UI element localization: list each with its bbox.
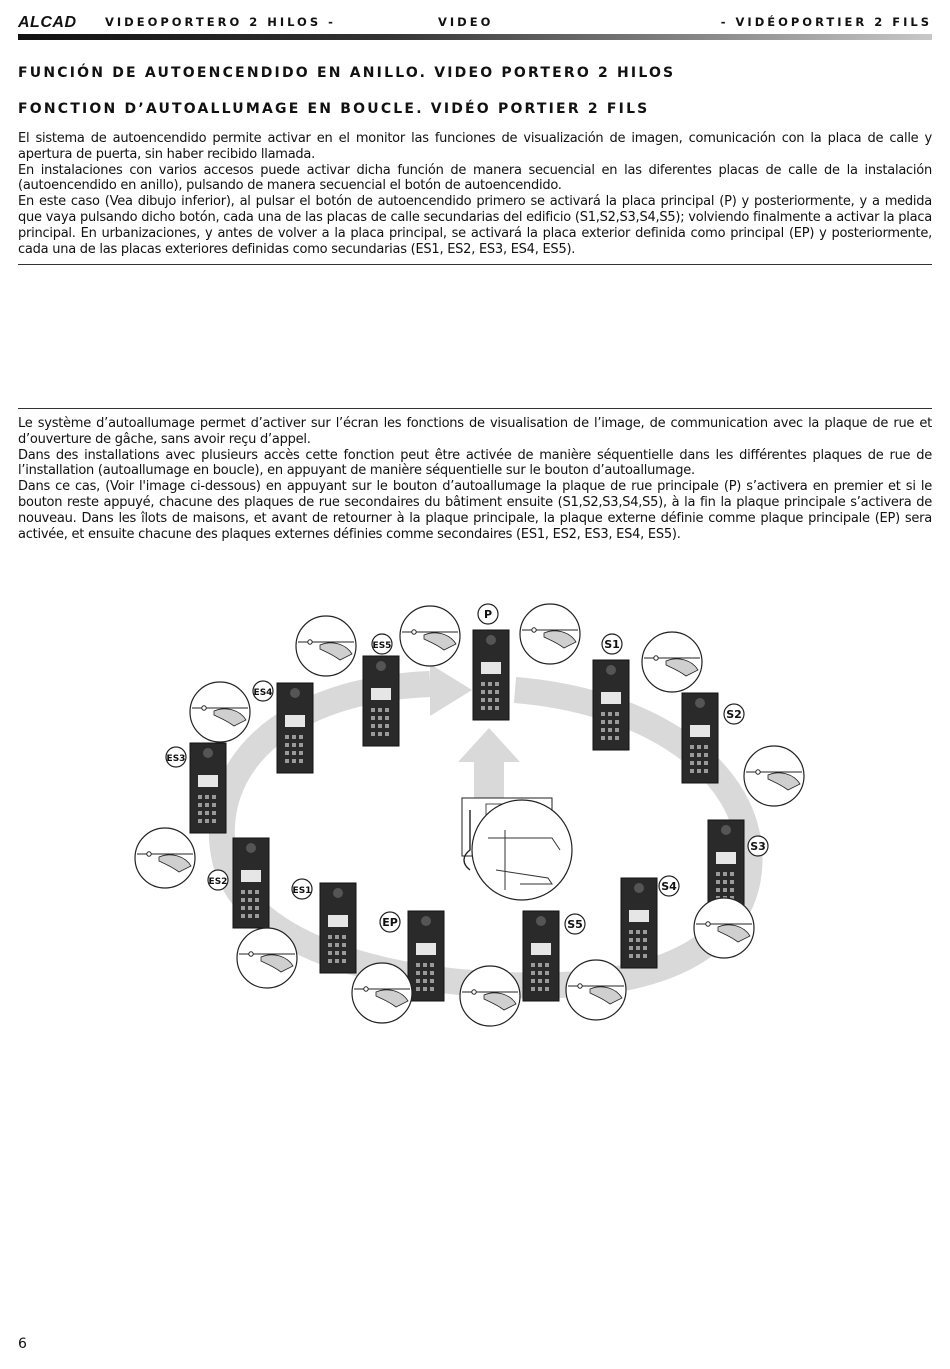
panel-es4	[277, 683, 313, 773]
button-zoom-s5	[566, 960, 626, 1020]
label-s4	[659, 876, 679, 896]
ring-diagram	[0, 590, 950, 1030]
label-text-es1: ES1	[292, 886, 312, 896]
label-es5	[372, 634, 392, 654]
label-s5	[565, 914, 585, 934]
paragraph-es-2: En instalaciones con varios accesos puede activar dicha función de manera secuencial en las diferentes placas de calle de la instalación (autoencendido en anillo), pulsando de manera secuencial el botón de autoencendido.	[18, 162, 932, 194]
button-zoom-ep	[460, 966, 520, 1026]
up-arrow-head	[458, 728, 520, 762]
paragraph-fr-2: Dans des installations avec plusieurs accès cette fonction peut être activée de manière séquentielle dans les différentes plaques de rue de l’installation (autoallumage en boucle), en appuyant de manière séquentielle sur le bouton d’autoallumage.	[18, 447, 932, 479]
button-zoom-s3	[744, 746, 804, 806]
brand-logo: ALCAD	[18, 14, 77, 31]
panel-s5	[523, 911, 559, 1001]
label-text-p: P	[483, 608, 493, 621]
label-s1	[602, 634, 622, 654]
button-zoom-p	[400, 606, 460, 666]
paragraph-fr-3: Dans ce cas, (Voir l'image ci-dessous) en appuyant sur le bouton d’autoallumage la plaque de rue principale (P) s’activera en premier et si le bouton reste appuyé, chacune des plaques de rue secondaires du bâtiment ensuite (S1,S2,S3,S4,S5), à la fin la plaque principale s’activera de nouveau. Dans les îlots de maisons, et avant de retourner à la plaque principale, la plaque externe définie comme plaque principale (EP) sera activée, et ensuite chacune des plaques externes définies comme secondaires (ES1, ES2, ES3, ES4, ES5).	[18, 479, 932, 542]
button-zoom-es5	[296, 616, 356, 676]
header-center-text: VIDEO	[438, 15, 494, 29]
label-text-es5: ES5	[372, 641, 392, 651]
label-ep	[380, 912, 400, 932]
panel-s4	[621, 878, 657, 968]
title-french: FONCTION D’AUTOALLUMAGE EN BOUCLE. VIDÉO PORTIER 2 FILS	[18, 101, 650, 117]
button-zoom-es3	[135, 828, 195, 888]
ring-arrow-head	[430, 664, 472, 716]
page-number: 6	[18, 1336, 27, 1352]
label-es3	[166, 747, 186, 767]
label-text-es4: ES4	[253, 688, 273, 698]
panel-s3	[708, 820, 744, 910]
label-text-ep: EP	[382, 916, 398, 929]
panel-s1	[593, 660, 629, 750]
panel-es2	[233, 838, 269, 928]
monitor-zoom-circle	[472, 800, 572, 900]
label-text-es2: ES2	[208, 877, 228, 887]
button-zoom-es4	[190, 682, 250, 742]
header-left-text: VIDEOPORTERO 2 HILOS -	[105, 15, 336, 29]
label-s3	[748, 836, 768, 856]
label-es2	[208, 870, 228, 890]
divider-spanish	[18, 264, 932, 265]
paragraph-es-1: El sistema de autoencendido permite activar en el monitor las funciones de visualización de imagen, comunicación con la placa de calle y apertura de puerta, sin haber recibido llamada.	[18, 131, 932, 162]
button-zoom-es1	[352, 963, 412, 1023]
button-zoom-s4	[694, 898, 754, 958]
panel-s2	[682, 693, 718, 783]
label-s2	[724, 704, 744, 724]
label-text-s2: S2	[726, 708, 742, 721]
divider-french	[18, 408, 932, 409]
paragraph-french	[18, 416, 932, 542]
label-text-s1: S1	[604, 638, 620, 651]
header-right-text: - VIDÉOPORTIER 2 FILS	[720, 15, 932, 29]
label-p	[478, 604, 498, 624]
button-zoom-s2	[642, 632, 702, 692]
panel-es3	[190, 743, 226, 833]
label-text-s5: S5	[567, 918, 583, 931]
paragraph-fr-1: Le système d’autoallumage permet d’activer sur l’écran les fonctions de visualisation de l’image, de communication avec la plaque de rue et d’ouverture de gâche, sans avoir reçu d’appel.	[18, 416, 932, 447]
page-header	[18, 14, 932, 42]
label-text-s4: S4	[661, 880, 677, 893]
label-text-es3: ES3	[166, 754, 186, 764]
panel-p	[473, 630, 509, 720]
paragraph-spanish	[18, 131, 932, 257]
title-spanish: FUNCIÓN DE AUTOENCENDIDO EN ANILLO. VIDEO PORTERO 2 HILOS	[18, 65, 676, 81]
label-es1	[292, 879, 312, 899]
paragraph-es-3: En este caso (Vea dibujo inferior), al pulsar el botón de autoencendido primero se activará la placa principal (P) y posteriormente, y a medida que vaya pulsando dicho botón, cada una de las placas de calle secundarias del edificio (S1,S2,S3,S4,S5); volviendo finalmente a activar la placa principal. En urbanizaciones, y antes de volver a la placa principal, se activará la placa exterior definida como principal (EP) y posteriormente, cada una de las placas exteriores definidas como secundarias (ES1, ES2, ES3, ES4, ES5).	[18, 194, 932, 257]
label-text-s3: S3	[750, 840, 766, 853]
label-es4	[253, 681, 273, 701]
button-zoom-es2	[237, 928, 297, 988]
panel-es5	[363, 656, 399, 746]
panel-es1	[320, 883, 356, 973]
header-bar	[18, 34, 932, 40]
button-zoom-s1	[520, 604, 580, 664]
panel-ep	[408, 911, 444, 1001]
